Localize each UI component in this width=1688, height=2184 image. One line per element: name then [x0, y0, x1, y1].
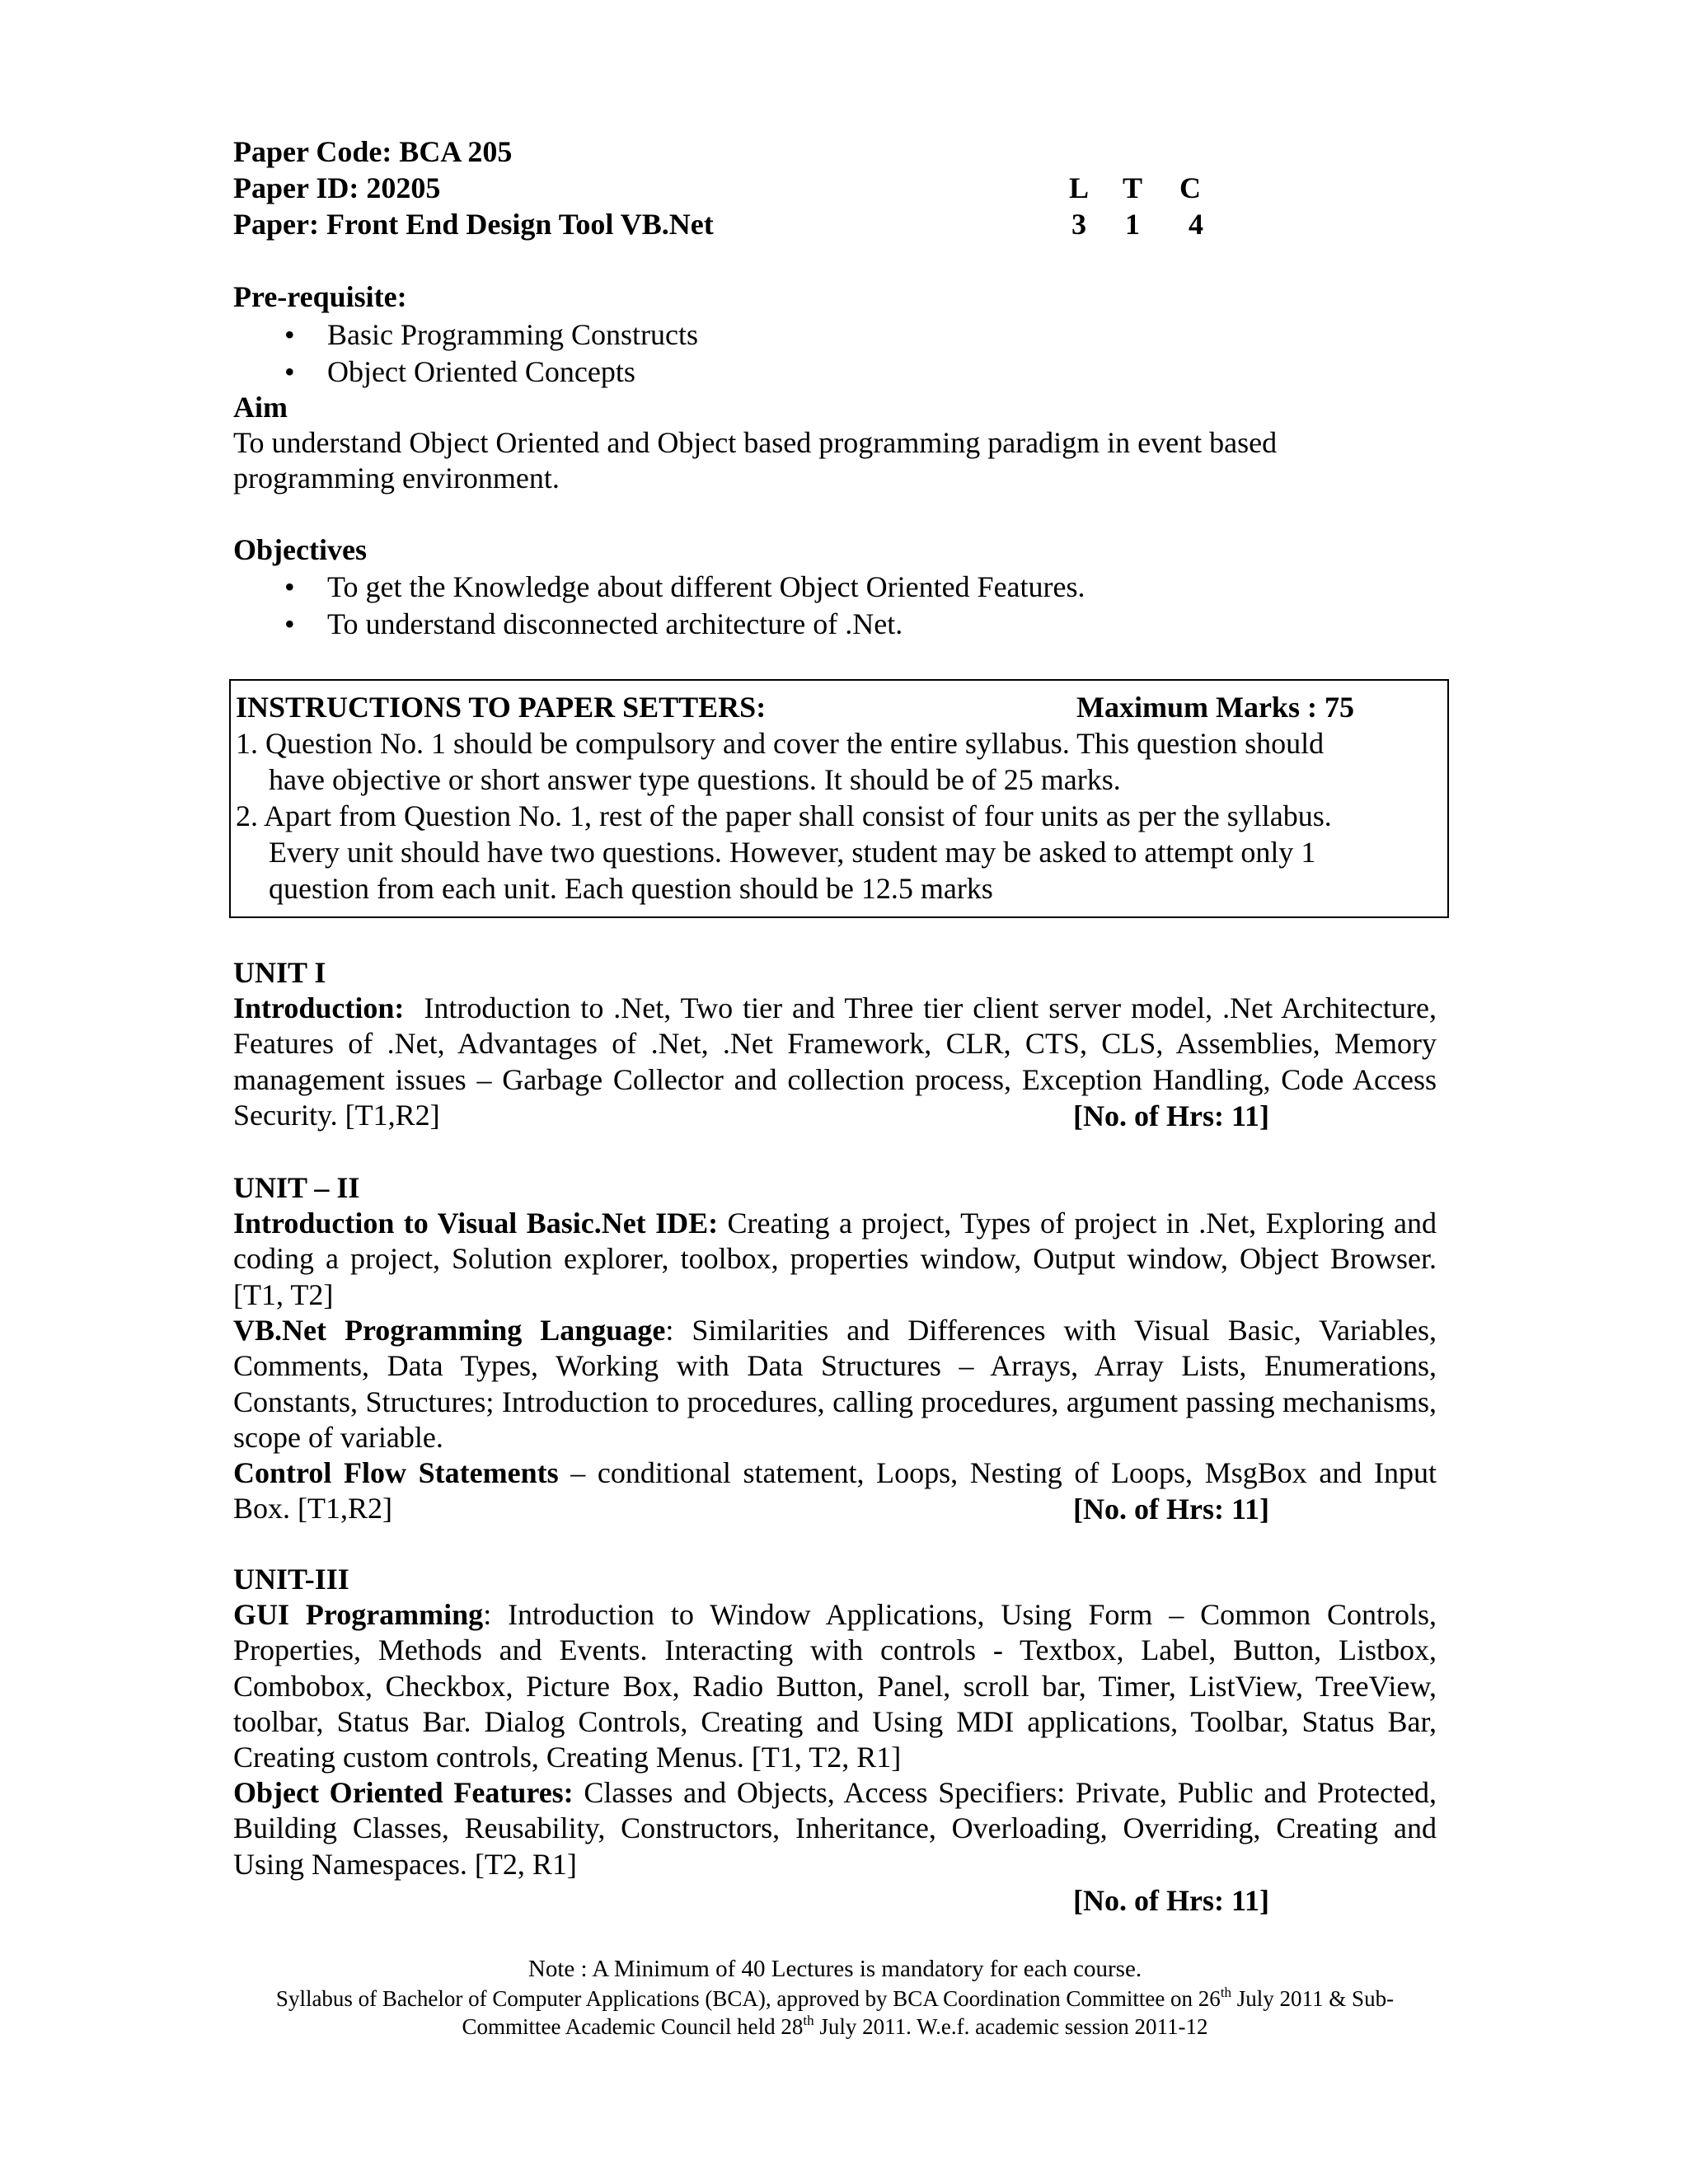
ltc-label-c: C — [1179, 171, 1201, 204]
paper-title: Paper: Front End Design Tool VB.Net — [233, 208, 714, 241]
unit-2-language-label: VB.Net Programming Language — [233, 1314, 666, 1347]
unit-2-ide-label: Introduction to Visual Basic.Net IDE: — [233, 1207, 719, 1240]
footer-sup: th — [1220, 1985, 1232, 2000]
unit-1-hours: [No. of Hrs: 11] — [1073, 1099, 1269, 1132]
unit-3-oop-text: Classes and Objects, Access Specifiers: Private, Public and Protected, Building Classes, Reusability, Constructors, Inheritance, Overloading, Overriding, Creating and Using Namespaces. [T2, R1] — [233, 1776, 1437, 1881]
ltc-value-t: 1 — [1125, 208, 1140, 241]
footer-note: Note : A Minimum of 40 Lectures is mandatory for each course. — [528, 1956, 1142, 1982]
footer-text: July 2011. W.e.f. academic session 2011-12 — [814, 2014, 1208, 2039]
aim-title: Aim — [233, 391, 288, 424]
footer-text: Syllabus of Bachelor of Computer Applications (BCA), approved by BCA Coordination Committee on 26 — [275, 1986, 1221, 2011]
ltc-label-l: L — [1068, 171, 1089, 204]
unit-3-hours: [No. of Hrs: 11] — [1073, 1884, 1269, 1917]
prereq-list — [284, 316, 698, 391]
unit-2-language-text: : Similarities and Differences with Visual Basic, Variables, Comments, Data Types, Working with Data Structures – Arrays, Array Lists, Enumerations, Constants, Structures; Introduction to procedures, calling procedures, argument passing mechanisms, scope of variable. — [233, 1314, 1437, 1454]
unit-2-hours: [No. of Hrs: 11] — [1073, 1493, 1269, 1526]
aim-text: To understand Object Oriented and Object based programming paradigm in event based programming environment. — [233, 426, 1278, 495]
instructions-box — [229, 679, 1449, 918]
footer-approval-line-2 — [233, 2013, 1437, 2041]
ltc-label-t: T — [1122, 171, 1142, 204]
unit-2-section-language — [233, 1313, 1437, 1455]
instructions-title: INSTRUCTIONS TO PAPER SETTERS: — [236, 691, 767, 724]
paper-code: Paper Code: BCA 205 — [233, 135, 513, 168]
unit-3-gui-text: : Introduction to Window Applications, Using Form – Common Controls, Properties, Methods and Events. Interacting with controls - Textbox, Label, Button, Listbox, Combobox, Checkbox, Picture Box, Radio Button, Panel, scroll bar, Timer, ListView, TreeView, toolbar, Status Bar. Dialog Controls, Creating and Using MDI applications, Toolbar, Status Bar, Creating custom controls, Creating Menus. [T1, T2, R1] — [233, 1598, 1437, 1774]
list-item — [284, 569, 1085, 606]
bullet-icon: • — [284, 318, 295, 351]
unit-1-title: UNIT I — [233, 956, 326, 989]
list-item — [284, 354, 698, 391]
unit-3-title: UNIT-III — [233, 1563, 349, 1596]
instruction-2-line-2: Every unit should have two questions. However, student may be asked to attempt only 1 — [269, 836, 1316, 869]
footer-text: July 2011 & Sub- — [1231, 1986, 1395, 2011]
objectives-title: Objectives — [233, 533, 367, 566]
footer-sup: th — [803, 2013, 814, 2028]
list-item-text: To get the Knowledge about different Object Oriented Features. — [327, 570, 1085, 603]
instruction-1-line-1: 1. Question No. 1 should be compulsory and cover the entire syllabus. This question should — [236, 727, 1325, 760]
footer-text: Committee Academic Council held 28 — [462, 2014, 804, 2039]
unit-1-intro-text: Introduction to .Net, Two tier and Three tier client server model, .Net Architecture, Features of .Net, Advantages of .Net, .Net Framework, CLR, CTS, CLS, Assemblies, Memory management issues – Garbage Collector and collection process, Exception Handling, Code Access Security. [T1,R2] — [233, 991, 1437, 1132]
unit-3-section-gui — [233, 1597, 1437, 1775]
instruction-1-line-2: have objective or short answer type questions. It should be of 25 marks. — [269, 763, 1121, 796]
ltc-value-l: 3 — [1071, 208, 1086, 241]
list-item-text: Basic Programming Constructs — [327, 318, 698, 351]
unit-3-gui-label: GUI Programming — [233, 1598, 484, 1631]
instruction-2-line-1: 2. Apart from Question No. 1, rest of the paper shall consist of four units as per the syllabus. — [236, 799, 1332, 832]
prereq-title: Pre-requisite: — [233, 280, 407, 313]
unit-1-intro-label: Introduction: — [233, 991, 405, 1024]
list-item — [284, 606, 1085, 643]
list-item — [284, 316, 698, 354]
bullet-icon: • — [284, 355, 295, 388]
unit-2-title: UNIT – II — [233, 1171, 360, 1204]
instruction-2-line-3: question from each unit. Each question should be 12.5 marks — [269, 872, 993, 905]
list-item-text: To understand disconnected architecture of .Net. — [327, 607, 903, 640]
bullet-icon: • — [284, 607, 295, 640]
ltc-value-c: 4 — [1189, 208, 1203, 241]
unit-2-section-ide — [233, 1206, 1437, 1313]
footer-approval-line-1 — [233, 1985, 1437, 2013]
unit-2-control-flow-label: Control Flow Statements — [233, 1456, 559, 1489]
objectives-list — [284, 569, 1085, 643]
list-item-text: Object Oriented Concepts — [327, 355, 635, 388]
instructions-header — [236, 689, 1439, 725]
unit-2-ide-text: Creating a project, Types of project in .Net, Exploring and coding a project, Solution explorer, toolbox, properties window, Output window, Object Browser. [T1, T2] — [233, 1207, 1437, 1311]
bullet-icon: • — [284, 570, 295, 603]
unit-3-section-oop — [233, 1775, 1437, 1882]
paper-id: Paper ID: 20205 — [233, 171, 441, 204]
max-marks: Maximum Marks : 75 — [1076, 691, 1354, 724]
unit-3-oop-label: Object Oriented Features: — [233, 1776, 574, 1809]
unit-2-control-flow-text: – conditional statement, Loops, Nesting of Loops, MsgBox and Input Box. [T1,R2] — [233, 1456, 1437, 1526]
